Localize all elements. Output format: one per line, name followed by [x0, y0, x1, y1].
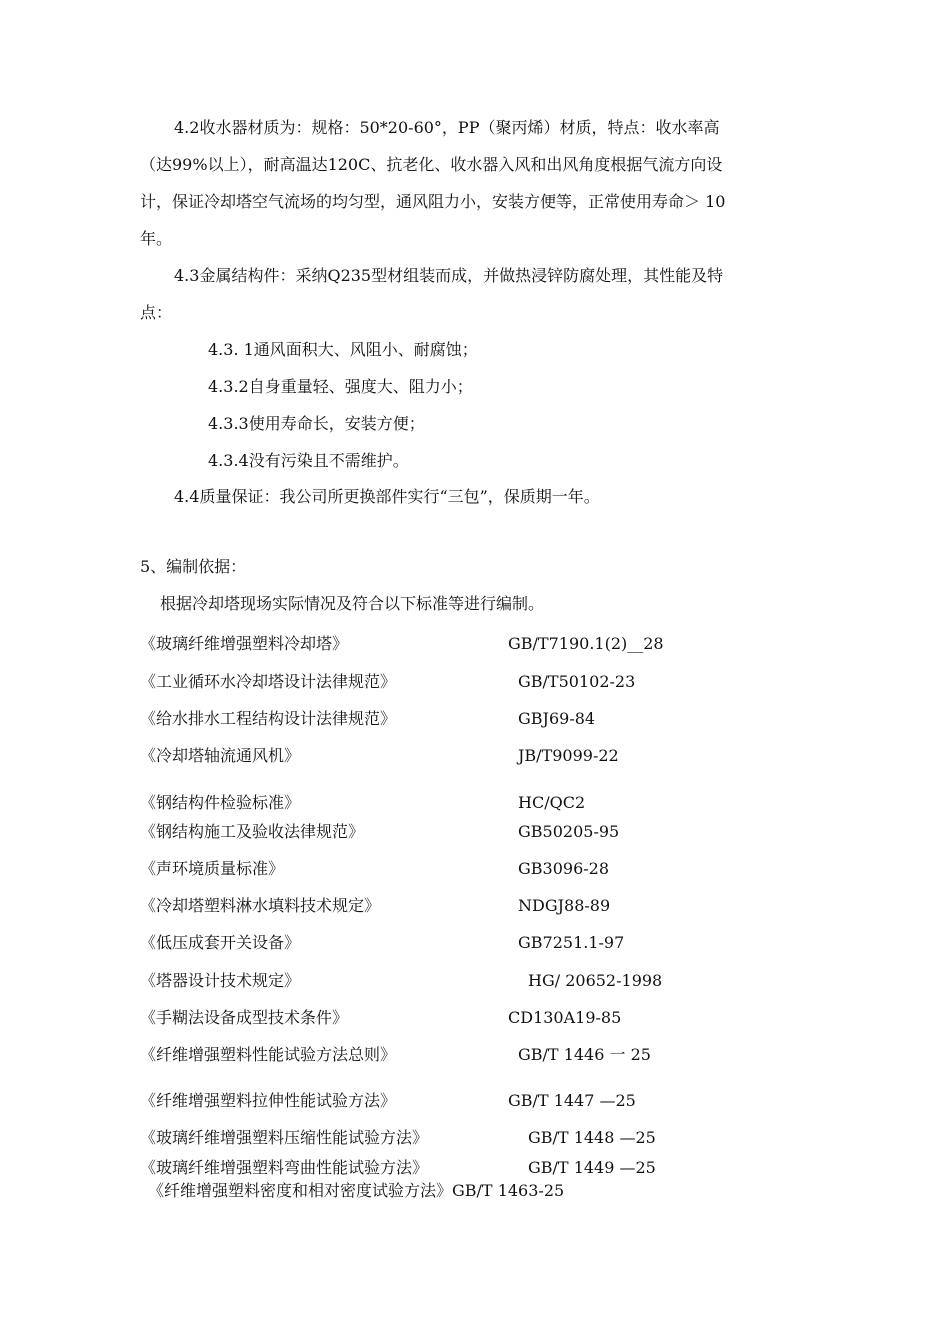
standard-name: 《纤维增强塑料性能试验方法总则》: [140, 1045, 397, 1064]
standard-code: GB3096-28: [518, 859, 610, 878]
standard-code: NDGJ88-89: [518, 896, 611, 915]
standard-name: 《玻璃纤维增强塑料压缩性能试验方法》: [140, 1128, 429, 1147]
paragraph-4-2-line-1: 4.2收水器材质为：规格：50*20-60°，PP（聚丙烯）材质，特点：收水率高: [174, 118, 720, 137]
standard-code: HG/ 20652-1998: [528, 971, 663, 990]
paragraph-4-4: 4.4质量保证：我公司所更换部件实行“三包”，保质期一年。: [174, 487, 600, 506]
standard-code: GB/T 1448 —25: [528, 1128, 656, 1147]
list-item-4-3-3: 4.3.3使用寿命长，安装方便；: [208, 414, 425, 433]
standard-name: 《塔器设计技术规定》: [140, 971, 301, 990]
paragraph-4-2-line-2: （达99%以上），耐高温达120C、抗老化、收水器入风和出风角度根据气流方向设: [140, 155, 723, 174]
standard-code: GB/T 1449 —25: [528, 1158, 656, 1177]
standard-name: 《钢结构施工及验收法律规范》: [140, 822, 365, 841]
section-5-heading: 5、编制依据：: [140, 557, 247, 576]
paragraph-4-3-line-1: 4.3金属结构件：采纳Q235型材组装而成，并做热浸锌防腐处理，其性能及特: [174, 266, 724, 285]
section-5-intro: 根据冷却塔现场实际情况及符合以下标准等进行编制。: [160, 594, 545, 613]
standard-code: GB7251.1-97: [518, 933, 625, 952]
standard-name: 《给水排水工程结构设计法律规范》: [140, 709, 397, 728]
standard-code: GB/T 1446 一 25: [518, 1045, 651, 1064]
standard-code: GBJ69-84: [518, 709, 596, 728]
paragraph-4-3-line-2: 点：: [140, 303, 173, 322]
standard-name: 《工业循环水冷却塔设计法律规范》: [140, 672, 397, 691]
list-item-4-3-2: 4.3.2自身重量轻、强度大、阻力小；: [208, 377, 473, 396]
standard-name: 《低压成套开关设备》: [140, 933, 301, 952]
paragraph-4-2-line-4: 年。: [140, 229, 173, 248]
list-item-4-3-4: 4.3.4没有污染且不需维护。: [208, 451, 409, 470]
standard-name: 《玻璃纤维增强塑料冷却塔》: [140, 634, 349, 653]
standard-name: 《手糊法设备成型技术条件》: [140, 1008, 349, 1027]
standard-code: GB/T7190.1(2)__28: [508, 634, 664, 653]
standard-name: 《声环境质量标准》: [140, 859, 285, 878]
standard-code: HC/QC2: [518, 793, 586, 812]
standard-name: 《玻璃纤维增强塑料弯曲性能试验方法》: [140, 1158, 429, 1177]
standard-code: GB/T50102-23: [518, 672, 636, 691]
standard-code: CD130A19-85: [508, 1008, 622, 1027]
standard-code: GB50205-95: [518, 822, 620, 841]
standard-name: 《钢结构件检验标准》: [140, 793, 301, 812]
standard-name: 《冷却塔塑料淋水填料技术规定》: [140, 896, 381, 915]
standard-code: JB/T9099-22: [518, 746, 619, 765]
standard-last-line: 《纤维增强塑料密度和相对密度试验方法》GB/T 1463-25: [148, 1181, 565, 1200]
standard-name: 《纤维增强塑料拉伸性能试验方法》: [140, 1091, 397, 1110]
paragraph-4-2-line-3: 计，保证冷却塔空气流场的均匀型，通风阻力小，安装方便等，正常使用寿命＞ 10: [140, 192, 726, 211]
standard-name: 《冷却塔轴流通风机》: [140, 746, 301, 765]
standard-code: GB/T 1447 —25: [508, 1091, 636, 1110]
list-item-4-3-1: 4.3. 1通风面积大、风阻小、耐腐蚀；: [208, 340, 478, 359]
